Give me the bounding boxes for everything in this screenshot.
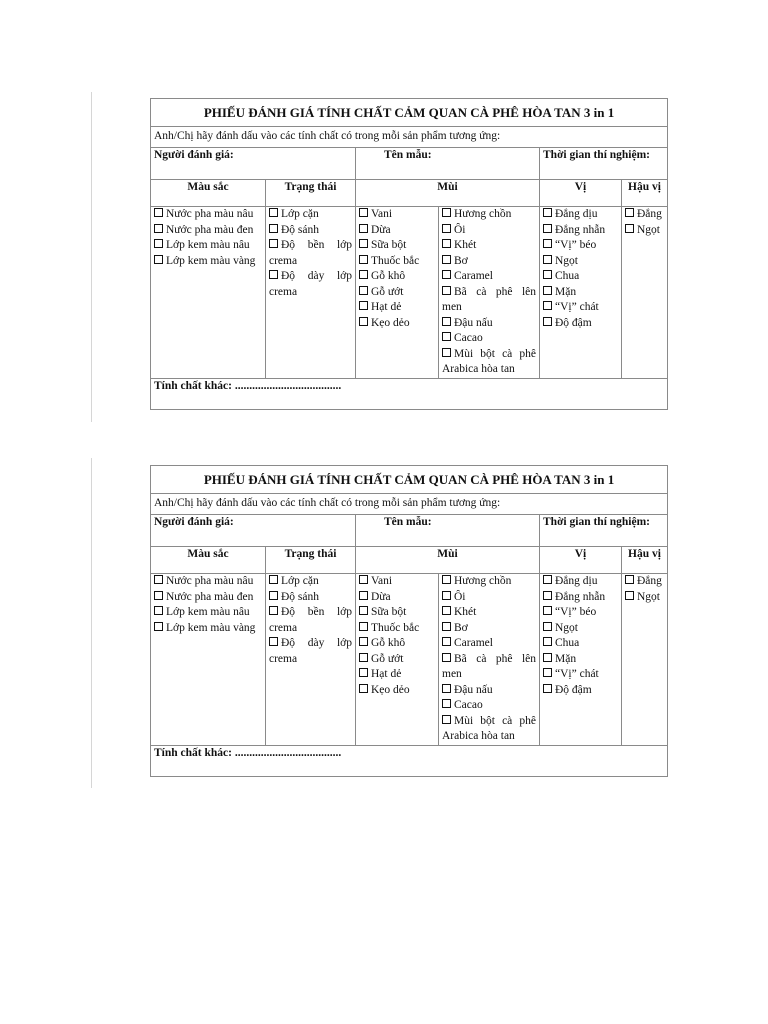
checkbox-label: Bơ (454, 254, 468, 267)
checkbox-option[interactable] (359, 238, 435, 254)
checkbox-label: Ngọt (637, 590, 660, 603)
checkbox-label: Nước pha màu nâu (166, 208, 254, 220)
checkbox-icon[interactable] (625, 575, 634, 584)
header-state: Trạng thái (266, 547, 356, 574)
checkbox-label: “Vị” chát (555, 301, 599, 313)
checkbox-label: Sữa bột (371, 239, 407, 251)
checkbox-label: Đắng nhẫn (555, 590, 606, 603)
checkbox-option[interactable] (442, 347, 536, 378)
checkbox-option[interactable] (543, 667, 618, 683)
checkbox-option[interactable] (543, 316, 618, 332)
checkbox-label: Vani (371, 575, 393, 587)
checkbox-label: Đắng (637, 575, 662, 587)
aroma-options-1 (356, 207, 439, 379)
checkbox-option[interactable] (269, 636, 352, 667)
form-title: PHIẾU ĐÁNH GIÁ TÍNH CHẤT CẢM QUAN CÀ PHÊ HÒA TAN 3 in 1 (151, 99, 668, 127)
checkbox-icon[interactable] (154, 208, 163, 217)
checkbox-option[interactable] (442, 574, 536, 590)
checkbox-label: Độ dày lớp crema (269, 270, 352, 298)
checkbox-option[interactable] (154, 605, 262, 621)
checkbox-option[interactable] (543, 269, 618, 285)
checkbox-option[interactable] (359, 621, 435, 637)
sample-name-field[interactable]: Tên mẫu: (356, 148, 540, 180)
checkbox-icon[interactable] (543, 239, 552, 248)
evaluator-field[interactable]: Người đánh giá: (151, 515, 356, 547)
checkbox-option[interactable] (442, 590, 536, 606)
checkbox-icon[interactable] (543, 653, 552, 662)
checkbox-icon[interactable] (543, 317, 552, 326)
checkbox-icon[interactable] (359, 270, 368, 279)
header-aroma: Mùi (356, 547, 540, 574)
checkbox-label: Độ đậm (555, 683, 592, 696)
checkbox-label: Bơ (454, 621, 468, 634)
header-color: Màu sắc (151, 547, 266, 574)
checkbox-icon[interactable] (359, 668, 368, 677)
checkbox-option[interactable] (359, 207, 435, 223)
header-state: Trạng thái (266, 180, 356, 207)
checkbox-label: Mặn (555, 652, 577, 665)
checkbox-icon[interactable] (154, 575, 163, 584)
checkbox-icon[interactable] (442, 348, 451, 357)
checkbox-label: Ôi (454, 223, 466, 236)
checkbox-option[interactable] (625, 590, 664, 606)
checkbox-option[interactable] (442, 605, 536, 621)
checkbox-label: Đậu nấu (454, 683, 493, 696)
checkbox-option[interactable] (359, 667, 435, 683)
header-taste: Vị (540, 180, 622, 207)
checkbox-label: “Vị” chát (555, 668, 599, 680)
checkbox-label: Bã cà phê lên men (442, 285, 536, 313)
checkbox-icon[interactable] (359, 286, 368, 295)
checkbox-label: Dừa (371, 590, 391, 603)
checkbox-label: Thuốc bắc (371, 254, 420, 267)
checkbox-icon[interactable] (543, 575, 552, 584)
checkbox-icon[interactable] (154, 239, 163, 248)
checkbox-icon[interactable] (442, 653, 451, 662)
checkbox-label: “Vị” béo (555, 239, 597, 251)
checkbox-icon[interactable] (269, 606, 278, 615)
checkbox-icon[interactable] (269, 591, 278, 600)
checkbox-icon[interactable] (442, 239, 451, 248)
checkbox-label: “Vị” béo (555, 606, 597, 618)
checkbox-option[interactable] (359, 652, 435, 668)
checkbox-option[interactable] (543, 223, 618, 239)
checkbox-option[interactable] (442, 652, 536, 683)
checkbox-icon[interactable] (154, 606, 163, 615)
checkbox-option[interactable] (442, 683, 536, 699)
form-instruction: Anh/Chị hãy đánh dấu vào các tính chất có trong mỗi sản phẩm tương ứng: (151, 127, 668, 148)
header-taste: Vị (540, 547, 622, 574)
checkbox-option[interactable] (359, 316, 435, 332)
test-time-field[interactable]: Thời gian thí nghiệm: (540, 148, 668, 180)
checkbox-label: Ngọt (637, 223, 660, 236)
checkbox-option[interactable] (359, 269, 435, 285)
checkbox-label: Lớp cặn (281, 575, 319, 587)
checkbox-icon[interactable] (359, 622, 368, 631)
checkbox-icon[interactable] (359, 591, 368, 600)
checkbox-option[interactable] (442, 238, 536, 254)
checkbox-option[interactable] (359, 636, 435, 652)
checkbox-icon[interactable] (442, 286, 451, 295)
sample-name-field[interactable]: Tên mẫu: (356, 515, 540, 547)
header-color: Màu sắc (151, 180, 266, 207)
checkbox-icon[interactable] (359, 317, 368, 326)
checkbox-option[interactable] (442, 316, 536, 332)
checkbox-label: Ngọt (555, 621, 578, 634)
checkbox-label: Nước pha màu đen (166, 590, 254, 603)
checkbox-icon[interactable] (442, 715, 451, 724)
checkbox-option[interactable] (543, 574, 618, 590)
margin-line-top (91, 92, 92, 422)
aroma-options-2 (439, 207, 540, 379)
checkbox-label: Ôi (454, 590, 466, 603)
checkbox-option[interactable] (359, 254, 435, 270)
checkbox-option[interactable] (269, 238, 352, 269)
checkbox-icon[interactable] (442, 622, 451, 631)
checkbox-option[interactable] (543, 285, 618, 301)
checkbox-option[interactable] (154, 207, 262, 223)
checkbox-option[interactable] (543, 238, 618, 254)
other-properties-field[interactable]: Tính chất khác: ..................................... (151, 378, 668, 409)
checkbox-label: Đắng (637, 208, 662, 220)
checkbox-icon[interactable] (359, 208, 368, 217)
checkbox-label: Mùi bột cà phê Arabica hòa tan (442, 714, 536, 742)
header-aroma: Mùi (356, 180, 540, 207)
checkbox-label: Mặn (555, 285, 577, 298)
checkbox-option[interactable] (442, 207, 536, 223)
checkbox-label: Đắng dịu (555, 208, 598, 220)
checkbox-icon[interactable] (543, 606, 552, 615)
checkbox-option[interactable] (269, 574, 352, 590)
checkbox-label: Độ bền lớp crema (269, 239, 352, 267)
taste-options (540, 574, 622, 746)
checkbox-option[interactable] (625, 574, 664, 590)
checkbox-option[interactable] (359, 285, 435, 301)
checkbox-icon[interactable] (442, 224, 451, 233)
checkbox-label: Caramel (454, 270, 493, 282)
checkbox-label: Mùi bột cà phê Arabica hòa tan (442, 347, 536, 375)
checkbox-option[interactable] (359, 223, 435, 239)
checkbox-option[interactable] (442, 331, 536, 347)
checkbox-option[interactable] (154, 254, 262, 270)
checkbox-label: Kẹo dẻo (371, 683, 410, 696)
checkbox-icon[interactable] (359, 255, 368, 264)
checkbox-label: Độ bền lớp crema (269, 606, 352, 634)
checkbox-option[interactable] (359, 574, 435, 590)
margin-line-bottom (91, 458, 92, 788)
aroma-options-1 (356, 574, 439, 746)
checkbox-option[interactable] (154, 238, 262, 254)
checkbox-option[interactable] (442, 285, 536, 316)
checkbox-icon[interactable] (359, 239, 368, 248)
evaluator-field[interactable]: Người đánh giá: (151, 148, 356, 180)
checkbox-icon[interactable] (269, 239, 278, 248)
checkbox-option[interactable] (442, 698, 536, 714)
checkbox-label: Chua (555, 637, 580, 649)
checkbox-icon[interactable] (625, 208, 634, 217)
taste-options (540, 207, 622, 379)
checkbox-label: Cacao (454, 332, 483, 344)
checkbox-label: Hạt dẻ (371, 301, 402, 313)
checkbox-icon[interactable] (625, 224, 634, 233)
checkbox-icon[interactable] (442, 317, 451, 326)
checkbox-icon[interactable] (269, 575, 278, 584)
checkbox-label: Lớp kem màu nâu (166, 606, 250, 618)
checkbox-icon[interactable] (359, 301, 368, 310)
checkbox-option[interactable] (543, 300, 618, 316)
checkbox-option[interactable] (359, 590, 435, 606)
checkbox-label: Bã cà phê lên men (442, 652, 536, 680)
checkbox-icon[interactable] (543, 208, 552, 217)
checkbox-option[interactable] (543, 652, 618, 668)
checkbox-label: Vani (371, 208, 393, 220)
checkbox-option[interactable] (269, 223, 352, 239)
checkbox-label: Hương chồn (454, 208, 512, 220)
checkbox-icon[interactable] (154, 224, 163, 233)
checkbox-icon[interactable] (359, 684, 368, 693)
state-options (266, 574, 356, 746)
checkbox-option[interactable] (269, 590, 352, 606)
checkbox-icon[interactable] (154, 622, 163, 631)
state-options (266, 207, 356, 379)
checkbox-option[interactable] (543, 636, 618, 652)
checkbox-icon[interactable] (543, 255, 552, 264)
checkbox-icon[interactable] (269, 208, 278, 217)
color-options (151, 207, 266, 379)
checkbox-icon[interactable] (359, 637, 368, 646)
checkbox-label: Độ sánh (281, 223, 320, 236)
checkbox-option[interactable] (625, 223, 664, 239)
checkbox-option[interactable] (359, 683, 435, 699)
form-title: PHIẾU ĐÁNH GIÁ TÍNH CHẤT CẢM QUAN CÀ PHÊ HÒA TAN 3 in 1 (151, 466, 668, 494)
checkbox-icon[interactable] (442, 606, 451, 615)
checkbox-option[interactable] (543, 254, 618, 270)
checkbox-option[interactable] (543, 683, 618, 699)
checkbox-icon[interactable] (442, 699, 451, 708)
checkbox-label: Lớp kem màu vàng (166, 254, 256, 267)
checkbox-icon[interactable] (442, 208, 451, 217)
test-time-field[interactable]: Thời gian thí nghiệm: (540, 515, 668, 547)
checkbox-label: Hạt dẻ (371, 668, 402, 680)
checkbox-label: Gỗ ướt (371, 652, 404, 665)
checkbox-option[interactable] (154, 590, 262, 606)
checkbox-option[interactable] (154, 621, 262, 637)
aroma-options-2 (439, 574, 540, 746)
checkbox-icon[interactable] (154, 255, 163, 264)
checkbox-label: Dừa (371, 223, 391, 236)
checkbox-label: Sữa bột (371, 606, 407, 618)
checkbox-icon[interactable] (442, 684, 451, 693)
checkbox-icon[interactable] (543, 286, 552, 295)
checkbox-icon[interactable] (154, 591, 163, 600)
checkbox-icon[interactable] (543, 591, 552, 600)
checkbox-option[interactable] (359, 300, 435, 316)
checkbox-label: Độ dày lớp crema (269, 637, 352, 665)
checkbox-label: Cacao (454, 699, 483, 711)
checkbox-option[interactable] (269, 605, 352, 636)
checkbox-option[interactable] (269, 269, 352, 300)
checkbox-option[interactable] (442, 621, 536, 637)
checkbox-label: Chua (555, 270, 580, 282)
checkbox-icon[interactable] (543, 301, 552, 310)
header-aftertaste: Hậu vị (622, 180, 668, 207)
checkbox-option[interactable] (442, 714, 536, 745)
evaluation-form-1 (150, 98, 668, 410)
aftertaste-options (622, 207, 668, 379)
checkbox-icon[interactable] (269, 270, 278, 279)
aftertaste-options (622, 574, 668, 746)
checkbox-label: Độ đậm (555, 316, 592, 329)
checkbox-label: Caramel (454, 637, 493, 649)
checkbox-label: Nước pha màu nâu (166, 575, 254, 587)
checkbox-icon[interactable] (543, 637, 552, 646)
checkbox-label: Gỗ khô (371, 637, 406, 649)
checkbox-option[interactable] (625, 207, 664, 223)
checkbox-icon[interactable] (543, 224, 552, 233)
checkbox-label: Khét (454, 606, 477, 618)
checkbox-label: Ngọt (555, 254, 578, 267)
checkbox-icon[interactable] (543, 270, 552, 279)
checkbox-label: Lớp kem màu vàng (166, 621, 256, 634)
checkbox-icon[interactable] (359, 653, 368, 662)
checkbox-label: Thuốc bắc (371, 621, 420, 634)
checkbox-label: Hương chồn (454, 575, 512, 587)
checkbox-option[interactable] (543, 207, 618, 223)
checkbox-option[interactable] (154, 574, 262, 590)
checkbox-label: Nước pha màu đen (166, 223, 254, 236)
checkbox-label: Độ sánh (281, 590, 320, 603)
checkbox-option[interactable] (442, 254, 536, 270)
checkbox-icon[interactable] (543, 684, 552, 693)
checkbox-icon[interactable] (359, 606, 368, 615)
checkbox-option[interactable] (543, 590, 618, 606)
checkbox-option[interactable] (154, 223, 262, 239)
checkbox-icon[interactable] (442, 575, 451, 584)
checkbox-icon[interactable] (442, 270, 451, 279)
checkbox-icon[interactable] (543, 622, 552, 631)
checkbox-icon[interactable] (442, 332, 451, 341)
checkbox-icon[interactable] (359, 575, 368, 584)
checkbox-option[interactable] (269, 207, 352, 223)
other-properties-field[interactable]: Tính chất khác: ..................................... (151, 745, 668, 776)
checkbox-label: Gỗ khô (371, 270, 406, 282)
color-options (151, 574, 266, 746)
checkbox-option[interactable] (442, 223, 536, 239)
checkbox-label: Khét (454, 239, 477, 251)
checkbox-label: Đắng dịu (555, 575, 598, 587)
checkbox-icon[interactable] (625, 591, 634, 600)
checkbox-label: Lớp kem màu nâu (166, 239, 250, 251)
checkbox-option[interactable] (359, 605, 435, 621)
checkbox-option[interactable] (543, 621, 618, 637)
checkbox-option[interactable] (543, 605, 618, 621)
checkbox-label: Đậu nấu (454, 316, 493, 329)
checkbox-label: Lớp cặn (281, 208, 319, 220)
checkbox-label: Kẹo dẻo (371, 316, 410, 329)
checkbox-icon[interactable] (359, 224, 368, 233)
checkbox-icon[interactable] (442, 637, 451, 646)
checkbox-option[interactable] (442, 269, 536, 285)
checkbox-icon[interactable] (543, 668, 552, 677)
checkbox-icon[interactable] (269, 637, 278, 646)
checkbox-icon[interactable] (269, 224, 278, 233)
checkbox-icon[interactable] (442, 255, 451, 264)
header-aftertaste: Hậu vị (622, 547, 668, 574)
form-instruction: Anh/Chị hãy đánh dấu vào các tính chất có trong mỗi sản phẩm tương ứng: (151, 494, 668, 515)
checkbox-icon[interactable] (442, 591, 451, 600)
evaluation-form-2 (150, 465, 668, 777)
checkbox-label: Gỗ ướt (371, 285, 404, 298)
checkbox-label: Đắng nhẫn (555, 223, 606, 236)
checkbox-option[interactable] (442, 636, 536, 652)
